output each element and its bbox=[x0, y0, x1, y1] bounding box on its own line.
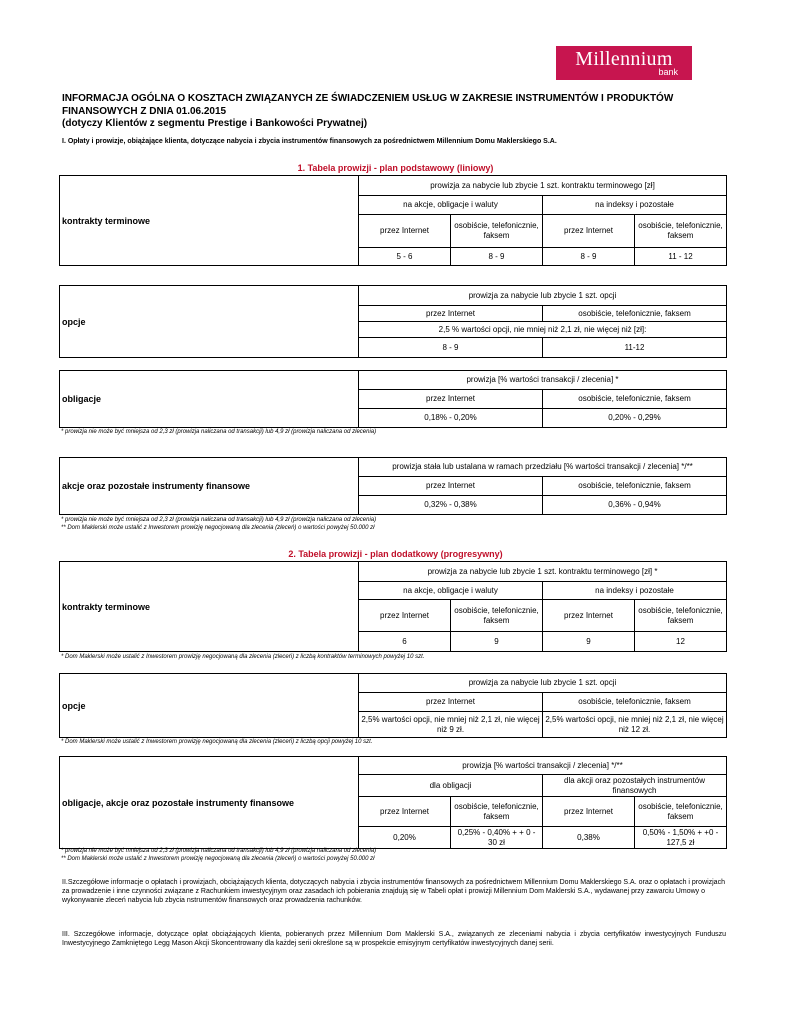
value-cell: 0,32% - 0,38% bbox=[359, 496, 543, 515]
value-cell: 2,5% wartości opcji, nie mniej niż 2,1 zł, nie więcej niż 12 zł. bbox=[543, 712, 727, 738]
value-cell: 6 bbox=[359, 632, 451, 652]
table-s1-stocks bbox=[59, 457, 727, 515]
paragraph-2: II.Szczegółowe informacje o opłatach i prowizjach, obciążających klienta, dotyczących nabycia i zbycia instrumentów finansowych za pośrednictwem Millennium Domu Maklerskiego S.A. oraz o opłatach i prowizjach za prowadzenie i inne czynności związane z Rachunkiem inwestycyjnym oraz zasadach ich pobierania znajdują się w Tabeli opłat i prowizji Millennium Dom Maklerski S.A., wydawanej przy zawarciu Umowy o wykonywanie zleceń nabycia lub zbycia nstrumentów finansowych oraz prowadzenia rachunków. bbox=[62, 879, 725, 904]
col-phone: osobiście, telefonicznie, faksem bbox=[635, 215, 727, 248]
col-internet: przez Internet bbox=[359, 600, 451, 632]
row-label-futures: kontrakty terminowe bbox=[60, 562, 359, 652]
futures-group-a: na akcje, obligacje i waluty bbox=[359, 196, 543, 215]
futures-group-a: na akcje, obligacje i waluty bbox=[359, 582, 543, 600]
value-cell: 9 bbox=[451, 632, 543, 652]
value-cell: 8 - 9 bbox=[543, 248, 635, 266]
row-label-bonds: obligacje bbox=[60, 371, 359, 428]
logo-sub: bank bbox=[658, 67, 678, 77]
value-cell: 5 - 6 bbox=[359, 248, 451, 266]
footnote: * Dom Maklerski może ustalić z Inwestorem prowizję negocjowaną dla zlecenia (zleceń) z liczbą opcji powyżej 10 szt. bbox=[61, 739, 373, 745]
table-s1-bonds bbox=[59, 370, 727, 428]
table-s2-bonds-stocks bbox=[59, 756, 727, 849]
table-s2-options bbox=[59, 673, 727, 738]
row-label-bonds-stocks: obligacje, akcje oraz pozostałe instrumenty finansowe bbox=[60, 757, 359, 849]
value-cell: 0,20% bbox=[359, 827, 451, 849]
value-cell: 0,25% - 0,40% + + 0 - 30 zł bbox=[451, 827, 543, 849]
footnote: * prowizja nie może być mniejsza od 2,3 zł (prowizja naliczana od transakcji) lub 4,9 zł (prowizja naliczana od zlecenia) bbox=[61, 517, 377, 523]
intro-text: I. Opłaty i prowizje, obiążające klienta, dotyczące nabycia i zbycia instrumentów finansowych za pośrednictwem Millennium Domu Maklerskiego S.A. bbox=[62, 138, 557, 145]
col-internet: przez Internet bbox=[359, 477, 543, 496]
col-phone: osobiście, telefonicznie, faksem bbox=[543, 306, 727, 322]
paragraph-3: III. Szczegółowe informacje, dotyczące opłat obciążających klienta, pobieranych przez Millennium Dom Maklerski S.A., związanych ze zleceniami nabycia i zbycia certyfikatów inwestycyjnych Funduszu Inwestycyjnego Zamkniętego Legg Mason Akcji Skoncentrowany dla każdej serii określone są w prospekcie emisyjnym certyfikatów inwestycyjnych danej serii. bbox=[62, 931, 726, 947]
value-cell: 0,18% - 0,20% bbox=[359, 409, 543, 428]
col-phone: osobiście, telefonicznie, faksem bbox=[543, 477, 727, 496]
bonds-header: prowizja [% wartości transakcji / zlecenia] * bbox=[359, 371, 727, 390]
col-phone: osobiście, telefonicznie, faksem bbox=[635, 600, 727, 632]
options-note: 2,5 % wartości opcji, nie mniej niż 2,1 zł, nie więcej niż [zł]: bbox=[359, 322, 727, 338]
col-phone: osobiście, telefonicznie, faksem bbox=[635, 797, 727, 827]
footnote: * prowizja nie może być mniejsza od 2,3 zł (prowizja naliczana od transakcji) lub 4,9 zł (prowizja naliczana od zlecenia) bbox=[61, 848, 377, 854]
options-header: prowizja za nabycie lub zbycie 1 szt. opcji bbox=[359, 286, 727, 306]
value-cell: 12 bbox=[635, 632, 727, 652]
col-phone: osobiście, telefonicznie, faksem bbox=[543, 693, 727, 712]
value-cell: 11 - 12 bbox=[635, 248, 727, 266]
table-s1-futures bbox=[59, 175, 727, 266]
row-label-options: opcje bbox=[60, 674, 359, 738]
col-internet: przez Internet bbox=[359, 306, 543, 322]
value-cell: 9 bbox=[543, 632, 635, 652]
table-s2-futures bbox=[59, 561, 727, 652]
section-1-title: 1. Tabela prowizji - plan podstawowy (liniowy) bbox=[297, 163, 494, 173]
title-line-2: FINANSOWYCH Z DNIA 01.06.2015 bbox=[62, 105, 227, 117]
futures-header: prowizja za nabycie lub zbycie 1 szt. kontraktu terminowego [zł] bbox=[359, 176, 727, 196]
value-cell: 0,36% - 0,94% bbox=[543, 496, 727, 515]
row-label-stocks: akcje oraz pozostałe instrumenty finansowe bbox=[60, 458, 359, 515]
futures-group-b: na indeksy i pozostałe bbox=[543, 196, 727, 215]
group-stocks: dla akcji oraz pozostałych instrumentów finansowych bbox=[543, 775, 727, 797]
bonds-stocks-header: prowizja [% wartości transakcji / zlecenia] */** bbox=[359, 757, 727, 775]
value-cell: 2,5% wartości opcji, nie mniej niż 2,1 zł, nie więcej niż 9 zł. bbox=[359, 712, 543, 738]
col-internet: przez Internet bbox=[359, 797, 451, 827]
futures-group-b: na indeksy i pozostałe bbox=[543, 582, 727, 600]
col-internet: przez Internet bbox=[359, 693, 543, 712]
value-cell: 0,50% - 1,50% + +0 - 127,5 zł bbox=[635, 827, 727, 849]
row-label-futures: kontrakty terminowe bbox=[60, 176, 359, 266]
value-cell: 11-12 bbox=[543, 338, 727, 358]
col-phone: osobiście, telefonicznie, faksem bbox=[451, 215, 543, 248]
footnote: * Dom Maklerski może ustalić z Inwestorem prowizję negocjowaną dla zlecenia (zleceń) z liczbą kontraktów terminowych powyżej 10 szt. bbox=[61, 654, 425, 660]
bank-logo bbox=[556, 46, 692, 80]
footnote: ** Dom Maklerski może ustalić z Inwestorem prowizję negocjowaną dla zlecenia (zleceń) o wartości powyżej 50.000 zł bbox=[61, 856, 375, 862]
col-internet: przez Internet bbox=[543, 797, 635, 827]
col-internet: przez Internet bbox=[543, 215, 635, 248]
col-internet: przez Internet bbox=[543, 600, 635, 632]
col-phone: osobiście, telefonicznie, faksem bbox=[543, 390, 727, 409]
value-cell: 0,38% bbox=[543, 827, 635, 849]
table-s1-options bbox=[59, 285, 727, 358]
value-cell: 8 - 9 bbox=[451, 248, 543, 266]
value-cell: 8 - 9 bbox=[359, 338, 543, 358]
footnote: ** Dom Maklerski może ustalić z Inwestorem prowizję negocjowaną dla zlecenia (zleceń) o wartości powyżej 50.000 zł bbox=[61, 525, 375, 531]
group-bonds: dla obligacji bbox=[359, 775, 543, 797]
row-label-options: opcje bbox=[60, 286, 359, 358]
title-line-1: INFORMACJA OGÓLNA O KOSZTACH ZWIĄZANYCH ZE ŚWIADCZENIEM USŁUG W ZAKRESIE INSTRUMENTÓW I PRODUKTÓW bbox=[62, 93, 674, 104]
col-phone: osobiście, telefonicznie, faksem bbox=[451, 797, 543, 827]
options-header: prowizja za nabycie lub zbycie 1 szt. opcji bbox=[359, 674, 727, 693]
col-phone: osobiście, telefonicznie, faksem bbox=[451, 600, 543, 632]
stocks-header: prowizja stała lub ustalana w ramach przedziału [% wartości transakcji / zlecenia] */** bbox=[359, 458, 727, 477]
logo-name: Millennium bbox=[575, 48, 673, 70]
futures-header: prowizja za nabycie lub zbycie 1 szt. kontraktu terminowego [zł] * bbox=[359, 562, 727, 582]
title-line-3: (dotyczy Klientów z segmentu Prestige i Bankowości Prywatnej) bbox=[62, 118, 368, 129]
col-internet: przez Internet bbox=[359, 215, 451, 248]
document-title bbox=[62, 93, 722, 131]
footnote: * prowizja nie może być mniejsza od 2,3 zł (prowizja naliczana od transakcji) lub 4,9 zł (prowizja naliczana od zlecenia) bbox=[61, 429, 377, 435]
col-internet: przez Internet bbox=[359, 390, 543, 409]
value-cell: 0,20% - 0,29% bbox=[543, 409, 727, 428]
section-2-title: 2. Tabela prowizji - plan dodatkowy (progresywny) bbox=[288, 549, 503, 559]
